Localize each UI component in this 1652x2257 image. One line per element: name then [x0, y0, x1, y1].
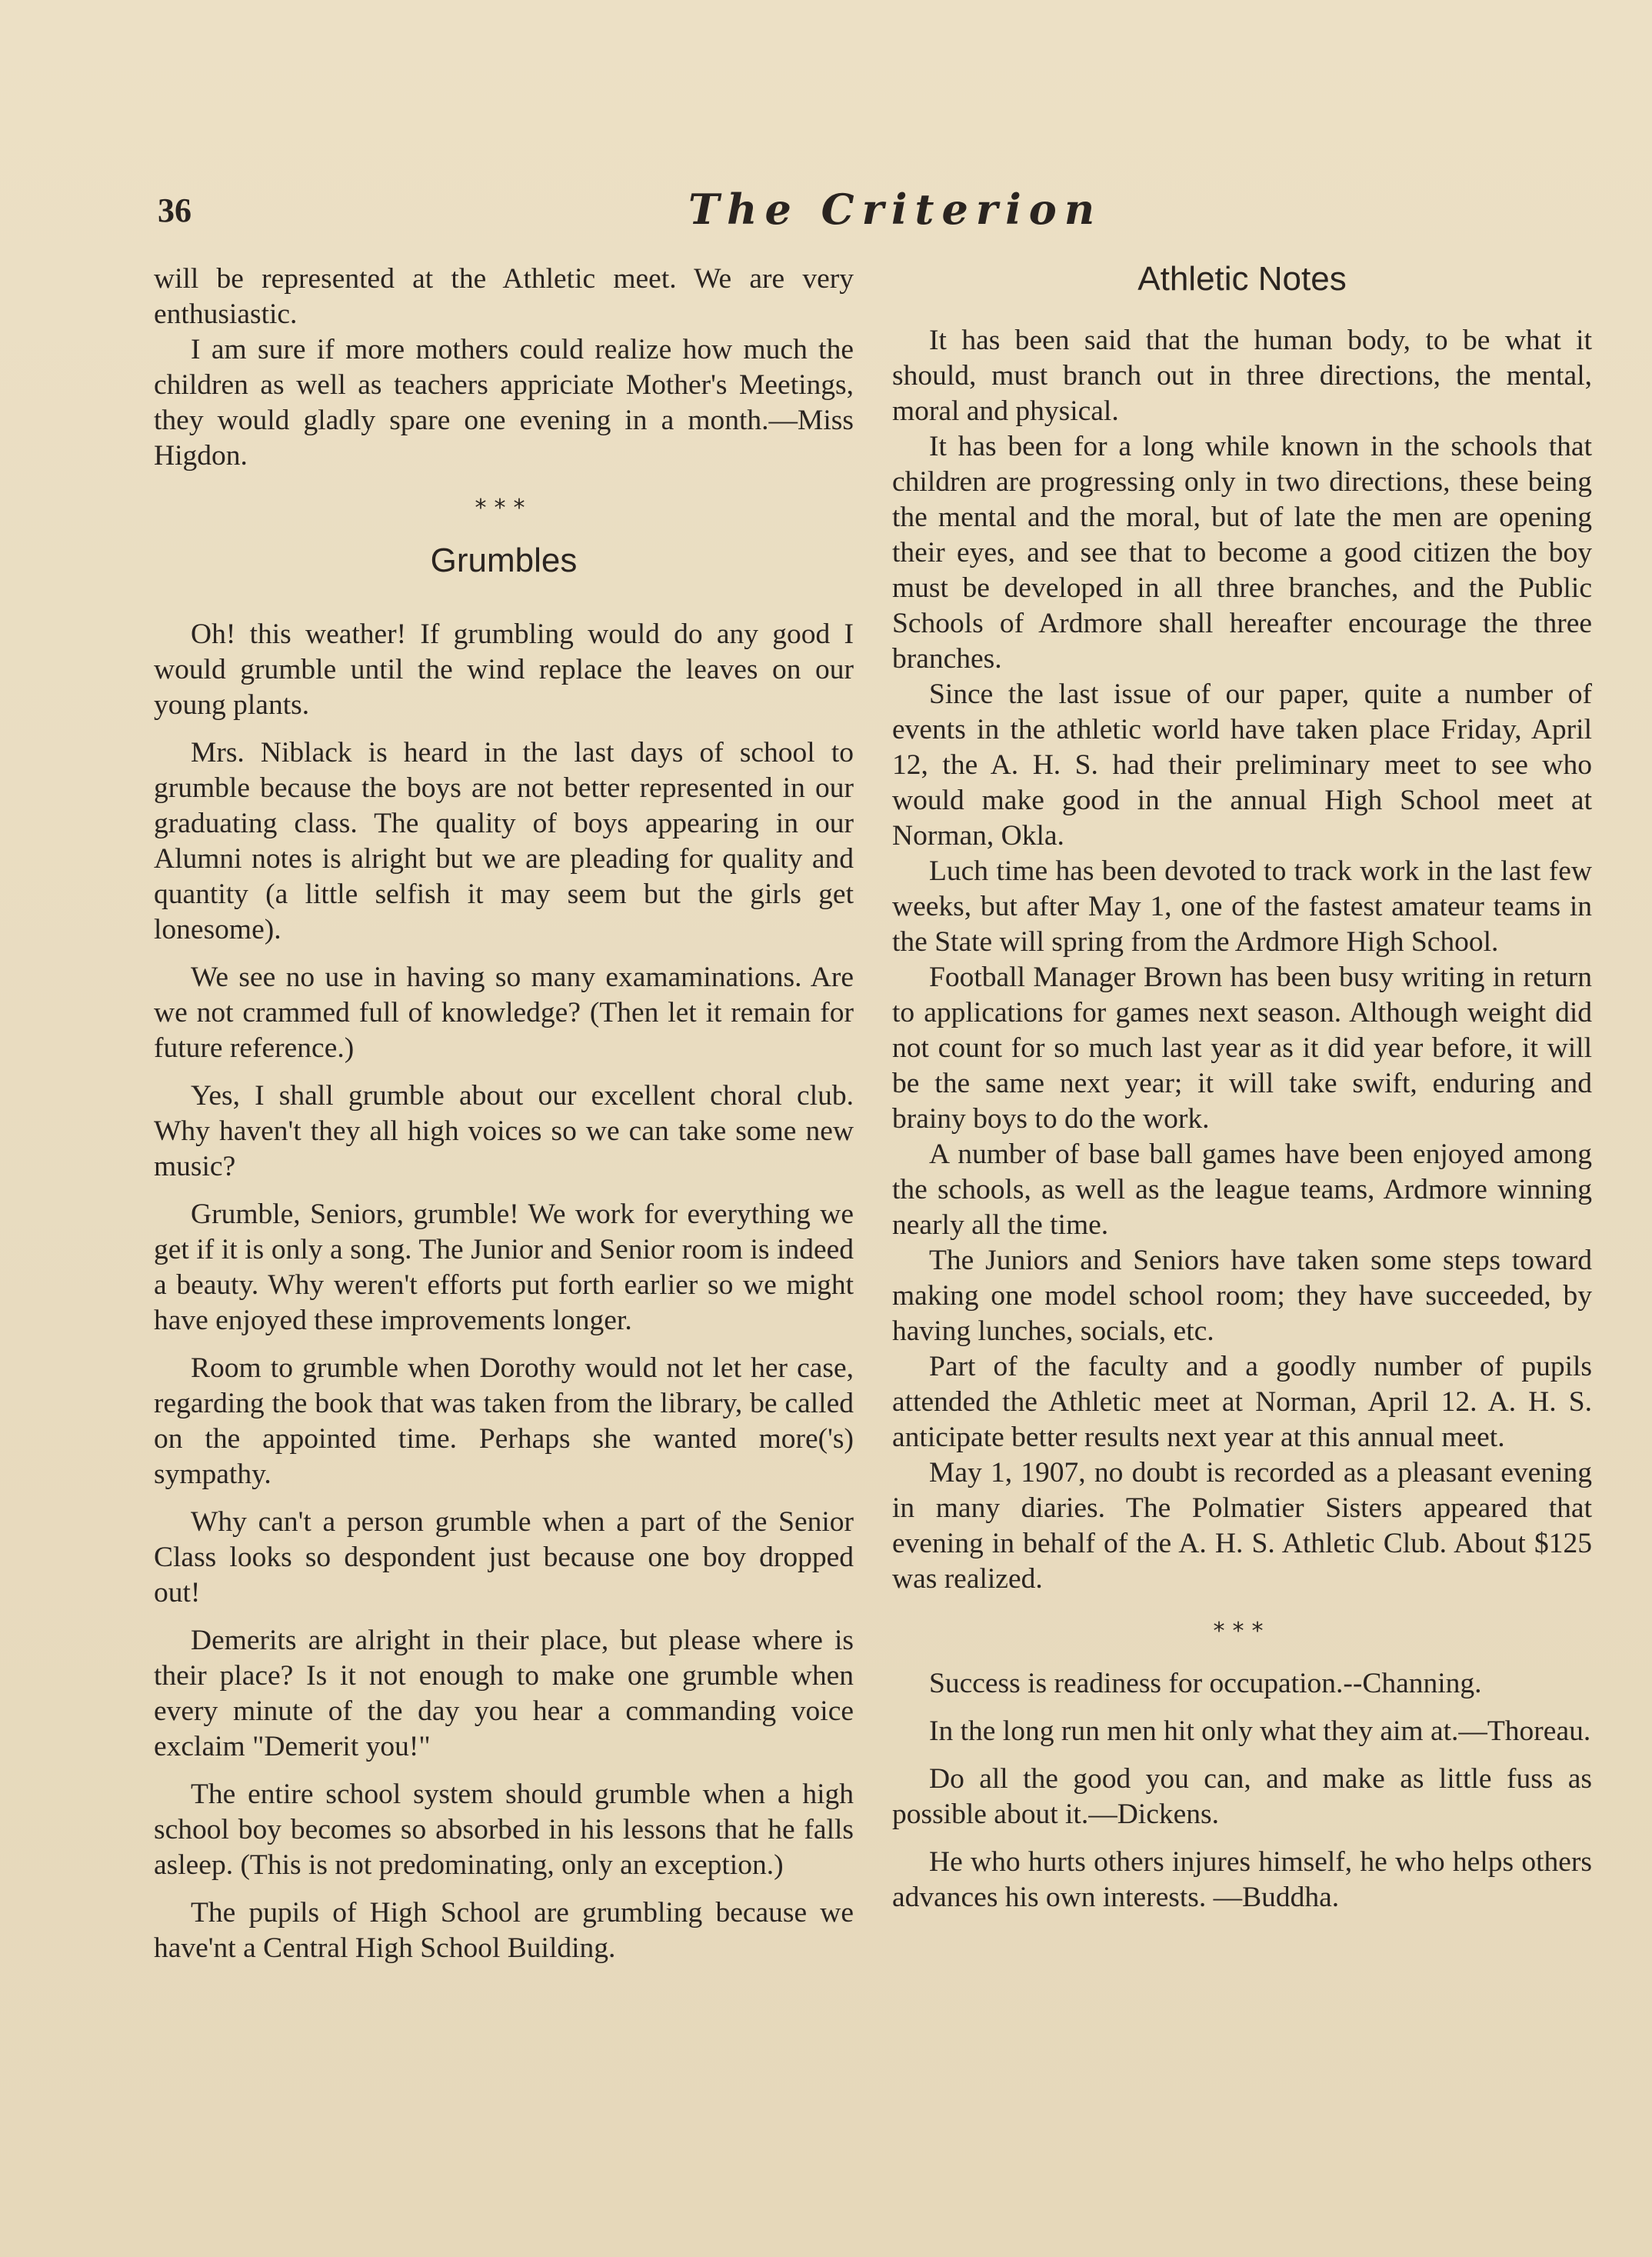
athletic-paragraph: May 1, 1907, no doubt is recorded as a pleasant evening in many diaries. The Polmatier Sisters appeared that evening in behalf of the A. H. S. Athletic Club. About $125 was realized. [892, 1457, 1592, 1595]
grumble-paragraph: Yes, I shall grumble about our excellent choral club. Why haven't they all high voices so we can take some new music? [154, 1080, 854, 1182]
athletic-paragraph: The Juniors and Seniors have taken some steps toward making one model school room; they have succeeded, by having lunches, socials, etc. [892, 1245, 1592, 1347]
athletic-paragraph: Since the last issue of our paper, quite a number of events in the athletic world have taken place Friday, April 12, the A. H. S. had their preliminary meet to see who would make good in the annual High School meet at Norman, Okla. [892, 678, 1592, 852]
grumble-paragraph: Room to grumble when Dorothy would not let her case, regarding the book that was taken from the library, be called on the appointed time. Perhaps she wanted more('s) sympathy. [154, 1352, 854, 1490]
section-title-grumbles: Grumbles [430, 542, 578, 579]
running-title: The Criterion [688, 185, 1103, 234]
athletic-paragraph: It has been said that the human body, to be what it should, must branch out in three directions, the mental, moral and physical. [892, 325, 1592, 427]
athletic-paragraph: Luch time has been devoted to track work in the last few weeks, but after May 1, one of the fastest amateur teams in the State will spring from the Ardmore High School. [892, 855, 1592, 958]
grumble-paragraph: The pupils of High School are grumbling because we have'nt a Central High School Building. [154, 1897, 854, 1964]
grumble-paragraph: Why can't a person grumble when a part of the Senior Class looks so despondent just because one boy dropped out! [154, 1506, 854, 1609]
right-column [892, 262, 1592, 1915]
quote-paragraph: Success is readiness for occupation.--Channing. [929, 1668, 1482, 1699]
continued-paragraph: will be represented at the Athletic meet. We are very enthusiastic. [154, 263, 854, 330]
continued-paragraph: I am sure if more mothers could realize how much the children as well as teachers appriciate Mother's Meetings, they would gladly spare one evening in a month.—Miss Higdon. [154, 334, 854, 472]
quote-paragraph: He who hurts others injures himself, he who helps others advances his own interests. —Buddha. [892, 1846, 1592, 1913]
section-divider: *** [475, 495, 533, 522]
athletic-paragraph: A number of base ball games have been enjoyed among the schools, as well as the league teams, Ardmore winning nearly all the time. [892, 1139, 1592, 1241]
grumble-paragraph: We see no use in having so many examaminations. Are we not crammed full of knowledge? (Then let it remain for future reference.) [154, 962, 854, 1064]
grumble-paragraph: The entire school system should grumble when a high school boy becomes so absorbed in his lessons that he falls asleep. (This is not predominating, only an exception.) [154, 1779, 854, 1881]
quote-paragraph: In the long run men hit only what they aim at.—Thoreau. [929, 1715, 1591, 1747]
athletic-paragraph: Football Manager Brown has been busy writing in return to applications for games next season. Although weight did not count for so much last year as it did year before, it will be the same next year; it will take swift, enduring and brainy boys to do the work. [892, 962, 1592, 1135]
section-title-athletic-notes: Athletic Notes [1137, 260, 1347, 298]
grumble-paragraph: Oh! this weather! If grumbling would do any good I would grumble until the wind replace the leaves on our young plants. [154, 618, 854, 721]
athletic-paragraph: It has been for a long while known in the schools that children are progressing only in two directions, these being the mental and the moral, but of late the men are opening their eyes, and see that to become a good citizen the boy must be developed in all three branches, and the Public Schools of Ardmore shall hereafter encourage the three branches. [892, 431, 1592, 675]
grumble-paragraph: Mrs. Niblack is heard in the last days of school to grumble because the boys are not better represented in our graduating class. The quality of boys appearing in our Alumni notes is alright but we are pleading for quality and quantity (a little selfish it may seem but the girls get lonesome). [154, 737, 854, 945]
page-header [158, 185, 1527, 238]
athletic-paragraph: Part of the faculty and a goodly number of pupils attended the Athletic meet at Norman, April 12. A. H. S. anticipate better results next year at this annual meet. [892, 1351, 1592, 1453]
grumble-paragraph: Grumble, Seniors, grumble! We work for everything we get if it is only a song. The Junior and Senior room is indeed a beauty. Why weren't efforts put forth earlier so we might have enjoyed these improvements longer. [154, 1199, 854, 1336]
left-column [154, 262, 854, 1966]
page-number: 36 [158, 192, 192, 229]
quote-paragraph: Do all the good you can, and make as little fuss as possible about it.—Dickens. [892, 1763, 1592, 1830]
section-divider: *** [1213, 1618, 1271, 1645]
grumble-paragraph: Demerits are alright in their place, but please where is their place? Is it not enough to make one grumble when every minute of the day you hear a commanding voice exclaim "Demerit you!" [154, 1625, 854, 1762]
